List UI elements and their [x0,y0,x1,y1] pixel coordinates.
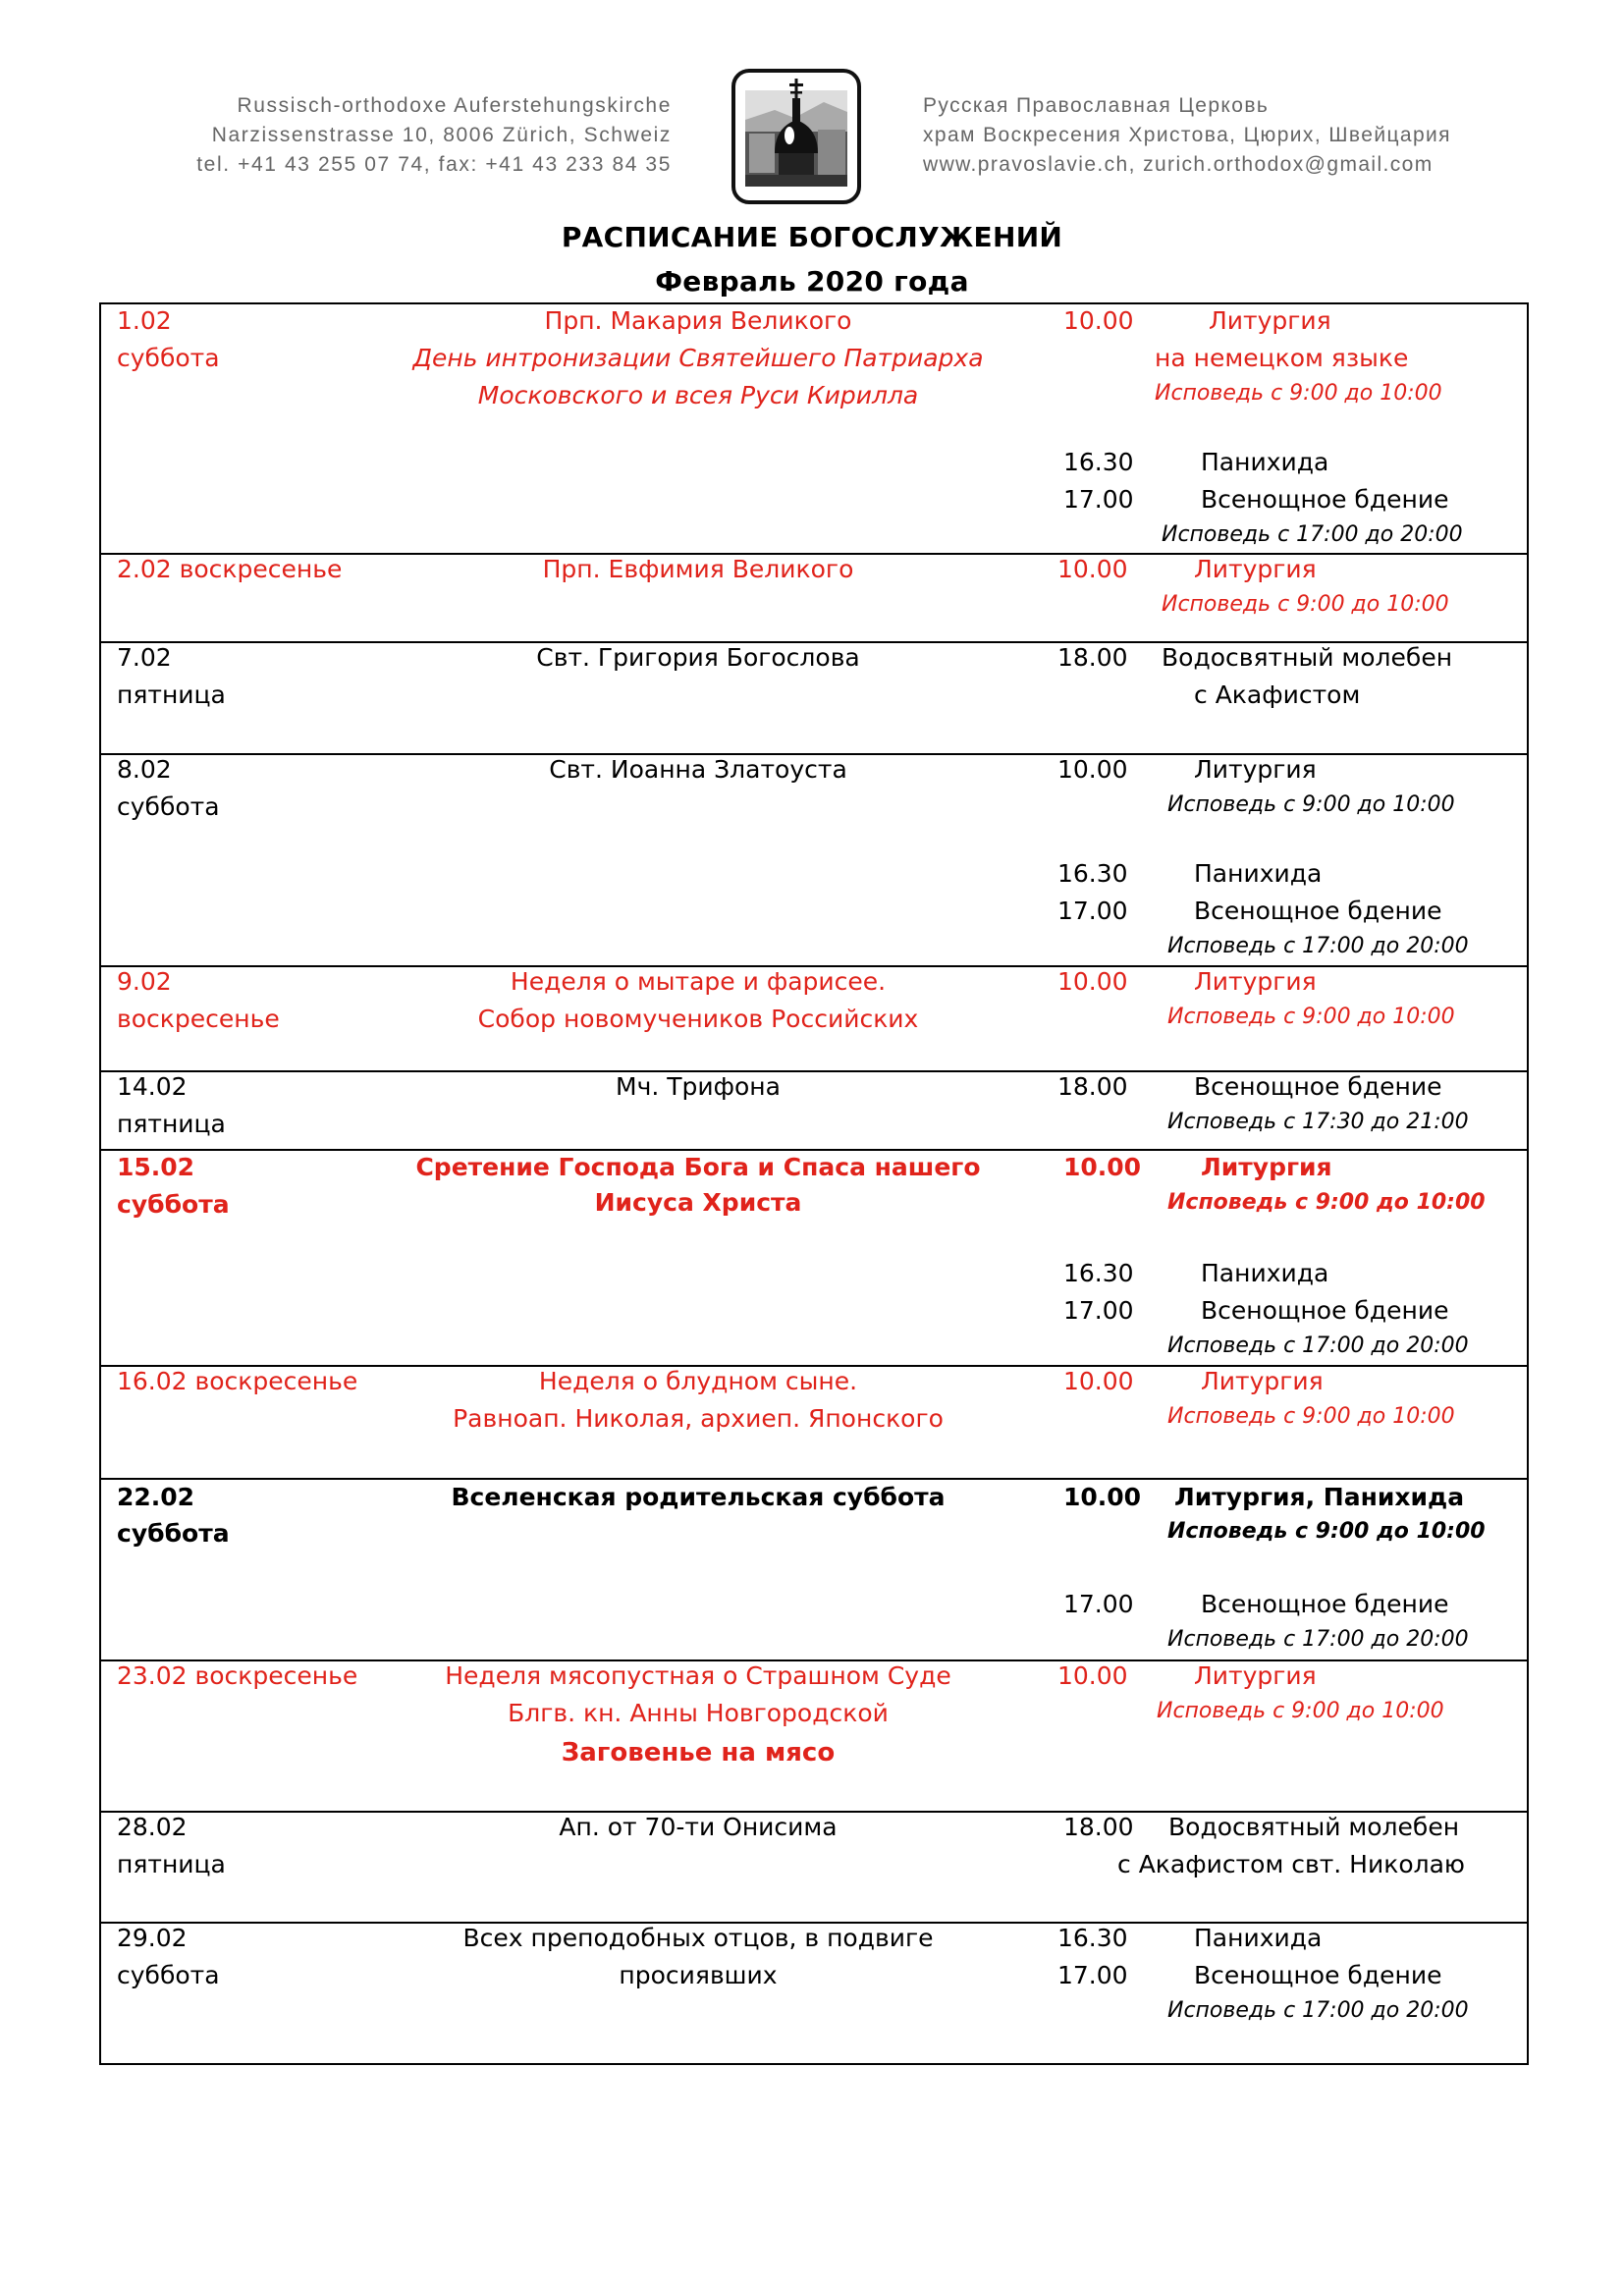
schedule-row [101,304,1527,555]
schedule-row [101,1924,1527,2065]
row-time: 16.30 [1063,1259,1134,1287]
schedule-row [101,1480,1527,1661]
row-service: Всенощное бдение [1194,897,1442,925]
schedule-row [101,643,1527,755]
row-time: 16.30 [1063,448,1134,476]
row-service: Всенощное бдение [1201,485,1449,514]
row-date: 29.02 [117,1924,188,1952]
row-time: 10.00 [1063,1483,1142,1511]
row-time: 10.00 [1057,555,1128,583]
row-service: на немецком языке [1155,344,1409,372]
row-time: 10.00 [1063,1367,1134,1395]
row-date: 23.02 воскресенье [117,1661,358,1690]
row-service: Литургия [1201,1153,1332,1181]
row-feast: Неделя о блудном сыне. [538,1367,858,1395]
row-weekday: пятница [117,1850,226,1878]
church-address: Narzissenstrasse 10, 8006 Zürich, Schweiz [211,124,672,146]
row-service: Водосвятный молебен [1168,1813,1460,1841]
row-date: 8.02 [117,755,172,784]
row-time: 18.00 [1057,643,1128,672]
row-service: Литургия [1209,306,1331,335]
row-service: Панихида [1194,859,1323,888]
row-confession: Исповедь с 17:30 до 21:00 [1167,1110,1469,1134]
row-time: 18.00 [1063,1813,1134,1841]
header-left-address [128,91,672,180]
row-time: 10.00 [1063,306,1134,335]
row-service: Всенощное бдение [1201,1590,1449,1618]
row-service: Литургия, Панихида [1174,1483,1465,1511]
row-service: Всенощное бдение [1194,1072,1442,1101]
row-time: 17.00 [1063,485,1134,514]
church-location-russian: храм Воскресения Христова, Цюрих, Швейцария [923,124,1451,146]
church-name-russian: Русская Православная Церковь [923,94,1270,117]
row-confession: Исповедь с 17:00 до 20:00 [1162,522,1463,547]
church-name-german: Russisch-orthodoxe Auferstehungskirche [237,94,672,117]
row-service: Всенощное бдение [1194,1961,1442,1989]
row-confession: Исповедь с 9:00 до 10:00 [1157,1699,1444,1723]
row-confession: Исповедь с 17:00 до 20:00 [1167,1627,1469,1652]
row-service: с Акафистом свт. Николаю [1117,1850,1465,1878]
schedule-row [101,967,1527,1072]
row-service: Литургия [1194,755,1317,784]
row-time: 10.00 [1057,755,1128,784]
schedule-table [99,302,1529,2065]
schedule-row [101,1072,1527,1151]
schedule-row [101,1661,1527,1813]
row-confession: Исповедь с 9:00 до 10:00 [1167,792,1455,817]
row-date: 15.02 [117,1153,195,1181]
row-feast: просиявших [619,1961,778,1989]
page-subtitle: Февраль 2020 года [655,265,969,298]
row-date: 28.02 [117,1813,188,1841]
row-feast: Свт. Иоанна Златоуста [549,755,847,784]
row-weekday: суббота [117,792,220,821]
row-confession: Исповедь с 17:00 до 20:00 [1167,934,1469,958]
row-feast: Мч. Трифона [616,1072,781,1101]
row-service: Панихида [1201,1259,1329,1287]
row-time: 18.00 [1057,1072,1128,1101]
row-service: Литургия [1201,1367,1324,1395]
row-date: 1.02 [117,306,172,335]
row-feast: Неделя мясопустная о Страшном Суде [445,1661,951,1690]
row-date: 22.02 [117,1483,195,1511]
row-feast: Свт. Григория Богослова [536,643,860,672]
row-time: 10.00 [1057,967,1128,996]
schedule-row [101,1151,1527,1367]
row-feast: Московского и всея Руси Кирилла [477,381,919,409]
church-logo [731,69,861,204]
row-time: 10.00 [1063,1153,1142,1181]
row-date: 2.02 воскресенье [117,555,343,583]
row-service: Литургия [1194,555,1317,583]
page-title: РАСПИСАНИЕ БОГОСЛУЖЕНИЙ [561,221,1063,253]
row-confession: Исповедь с 17:00 до 20:00 [1167,1333,1469,1358]
row-feast: Равноап. Николая, архиеп. Японского [453,1404,944,1433]
row-weekday: суббота [117,344,220,372]
header-right-address [923,91,1532,180]
row-confession: Исповедь с 17:00 до 20:00 [1167,1998,1469,2023]
row-confession: Исповедь с 9:00 до 10:00 [1167,1190,1486,1215]
row-weekday: суббота [117,1190,230,1219]
row-service: Всенощное бдение [1201,1296,1449,1325]
row-confession: Исповедь с 9:00 до 10:00 [1167,1005,1455,1029]
row-weekday: суббота [117,1519,230,1548]
church-dome-icon [735,73,857,200]
schedule-row [101,1813,1527,1924]
row-time: 17.00 [1057,897,1128,925]
row-confession: Исповедь с 9:00 до 10:00 [1155,381,1442,406]
row-confession: Исповедь с 9:00 до 10:00 [1167,1519,1486,1544]
row-service: Литургия [1194,1661,1317,1690]
schedule-row [101,555,1527,643]
row-weekday: воскресенье [117,1005,280,1033]
row-time: 17.00 [1057,1961,1128,1989]
schedule-row [101,755,1527,967]
row-time: 16.30 [1057,859,1128,888]
row-date: 7.02 [117,643,172,672]
row-confession: Исповедь с 9:00 до 10:00 [1162,592,1449,617]
row-confession: Исповедь с 9:00 до 10:00 [1167,1404,1455,1429]
row-service: Литургия [1194,967,1317,996]
row-time: 17.00 [1063,1296,1134,1325]
row-feast: Всех преподобных отцов, в подвиге [462,1924,934,1952]
row-feast: Прп. Макария Великого [544,306,852,335]
row-service: Панихида [1201,448,1329,476]
church-web-email: www.pravoslavie.ch, zurich.orthodox@gmail.com [923,153,1434,176]
row-feast: Сретение Господа Бога и Спаса нашего [415,1153,981,1181]
row-date: 9.02 [117,967,172,996]
row-feast: Блгв. кн. Анны Новгородской [508,1699,889,1727]
row-weekday: пятница [117,1110,226,1138]
row-time: 16.30 [1057,1924,1128,1952]
row-service: Панихида [1194,1924,1323,1952]
row-time: 10.00 [1057,1661,1128,1690]
row-feast: Заговенье на мясо [561,1738,836,1768]
row-feast: Прп. Евфимия Великого [542,555,854,583]
row-feast: День интронизации Святейшего Патриарха [412,344,984,372]
row-service: Водосвятный молебен [1162,643,1453,672]
row-feast: Вселенская родительская суббота [451,1483,946,1511]
row-weekday: суббота [117,1961,220,1989]
row-time: 17.00 [1063,1590,1134,1618]
row-feast: Ап. от 70-ти Онисима [559,1813,838,1841]
row-feast: Иисуса Христа [594,1188,802,1217]
row-feast: Собор новомучеников Российских [477,1005,919,1033]
row-weekday: пятница [117,680,226,709]
row-feast: Неделя о мытаре и фарисее. [510,967,887,996]
row-service: с Акафистом [1194,680,1361,709]
row-date: 16.02 воскресенье [117,1367,358,1395]
row-date: 14.02 [117,1072,188,1101]
church-phone-fax: tel. +41 43 255 07 74, fax: +41 43 233 84 35 [196,153,672,176]
schedule-row [101,1367,1527,1480]
